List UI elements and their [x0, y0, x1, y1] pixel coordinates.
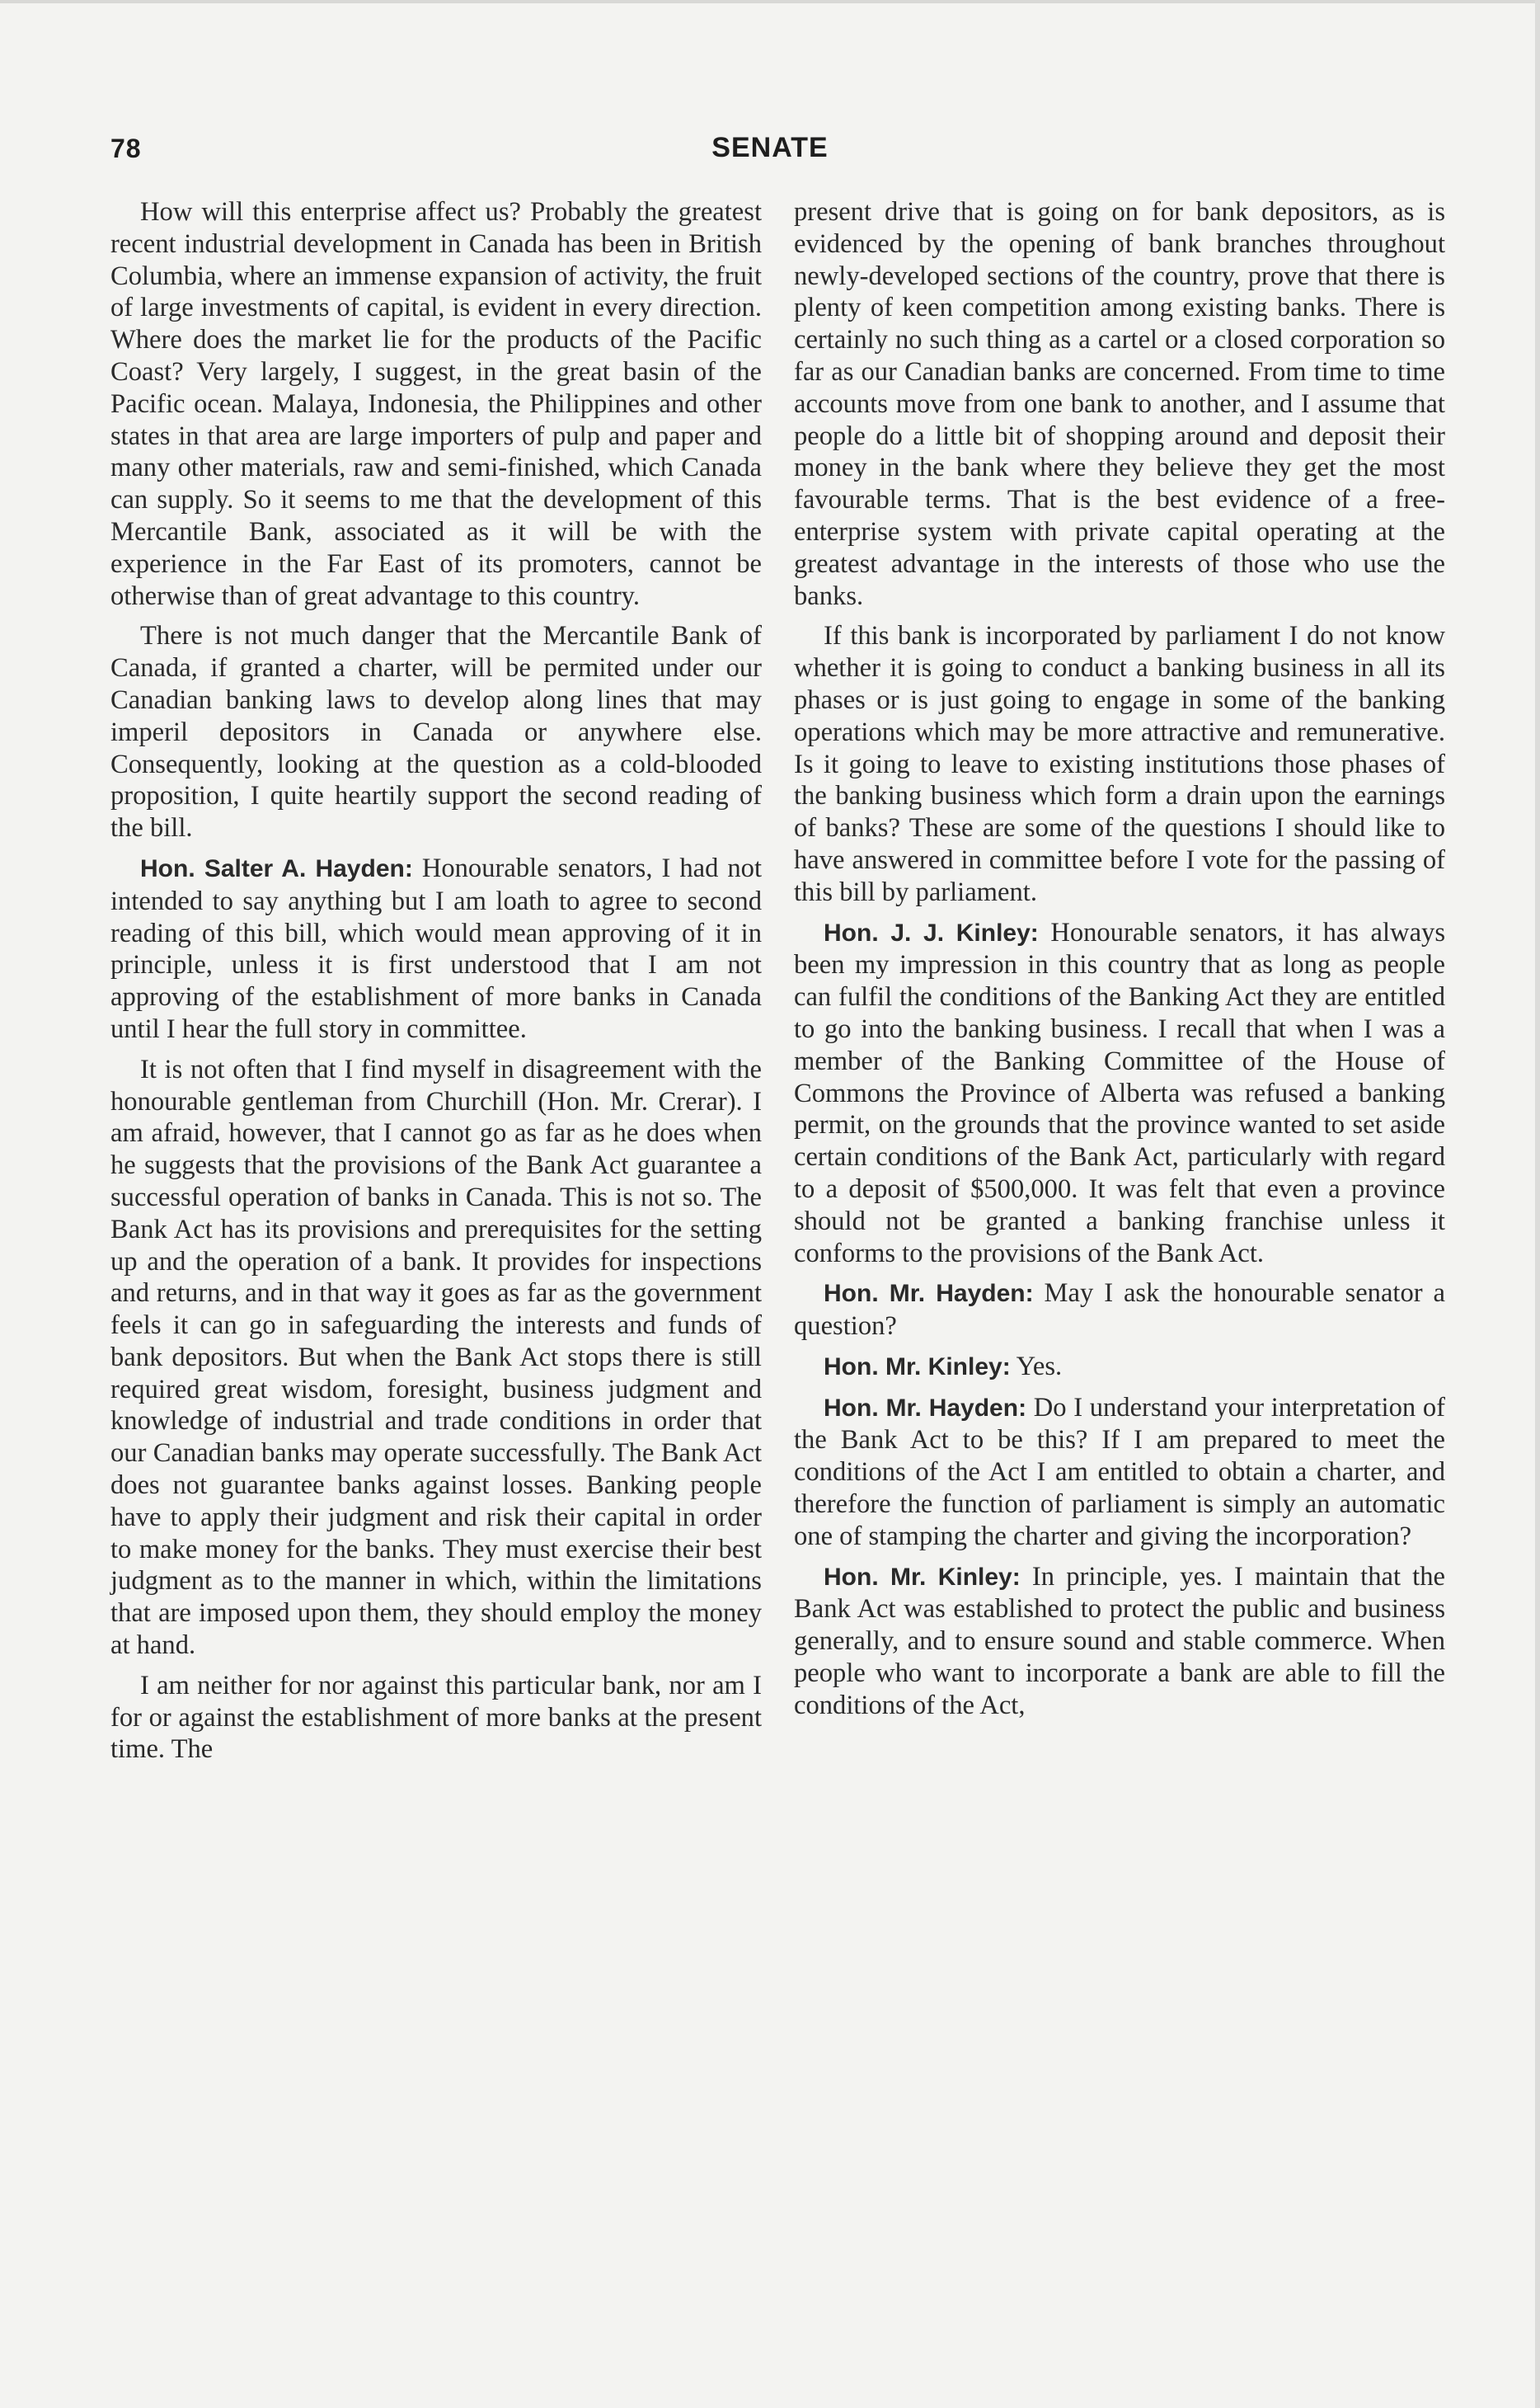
speaker-name: Hon. Mr. Hayden: [824, 1394, 1027, 1422]
speech-text: May I ask the honourable senator a question? [794, 1278, 1446, 1342]
speaker-name: Hon. J. J. Kinley: [824, 919, 1039, 947]
paragraph: There is not much danger that the Mercantile Bank of Canada, if granted a charter, will be permited under our Canadian banking laws to develop along lines that may imperil depositors in Canada or anywhere else. Consequently, looking at the question as a cold-blooded proposition, I quite heartily support the second reading of the bill. [110, 621, 762, 844]
speech-text: Honourable senators, I had not intended to say anything but I am loath to agree to second reading of this bill, which would mean approving of it in principle, unless it is first understood that I am not approving of the establishment of more banks in Canada until I hear the full story in committee. [110, 853, 762, 1044]
paragraph: If this bank is incorporated by parliament I do not know whether it is going to conduct a banking business in all its phases or is just going to engage in some of the banking operations which may be more attractive and remunerative. Is it going to leave to existing institutions those phases of the banking business which form a drain upon the earnings of banks? These are some of the questions I should like to have answered in committee before I vote for the passing of this bill by parliament. [794, 621, 1445, 907]
speech-paragraph [110, 853, 762, 1046]
speech-paragraph [794, 1392, 1445, 1553]
speech-paragraph [794, 1561, 1445, 1722]
paragraph: present drive that is going on for bank depositors, as is evidenced by the opening of bank branches throughout newly-developed sections of the country, prove that there is plenty of keen competition among existing banks. There is certainly no such thing as a cartel or a closed corporation so far as our Canadian banks are concerned. From time to time accounts move from one bank to another, and I assume that people do a little bit of shopping around and deposit their money in the bank where they believe they get the most favourable terms. That is the best evidence of a free-enterprise system with private capital operating at the greatest advantage in the interests of those who use the banks. [794, 197, 1445, 611]
page-edge-top [0, 0, 1540, 3]
speaker-name: Hon. Mr. Hayden: [824, 1280, 1034, 1308]
speech-paragraph [794, 917, 1445, 1270]
page-edge-right [1535, 0, 1540, 2408]
speech-paragraph [794, 1351, 1445, 1384]
page-number: 78 [110, 134, 142, 163]
paragraph: It is not often that I find myself in disagreement with the honourable gentleman from Churchill (Hon. Mr. Crerar). I am afraid, however, that I cannot go as far as he does when he suggests that the provisions of the Bank Act guarantee a successful operation of banks in Canada. This is not so. The Bank Act has its provisions and prerequisites for the setting up and the operation of a bank. It provides for inspections and returns, and in that way it goes as far as the government feels it can go in safeguarding the interests and funds of bank depositors. But when the Bank Act stops there is still required great wisdom, foresight, business judgment and knowledge of industrial and trade conditions in order that our Canadian banks may operate successfully. The Bank Act does not guarantee banks against losses. Banking people have to apply their judgment and risk their capital in order to make money for the banks. They must exercise their best judgment as to the manner in which, within the limitations that are imposed upon them, they should employ the money at hand. [110, 1054, 762, 1661]
speech-text: Honourable senators, it has always been my impression in this country that as long as people can fulfil the conditions of the Banking Act they are entitled to go into the banking business. I recall that when I was a member of the Banking Committee of the House of Commons the Province of Alberta was refused a banking permit, on the grounds that the province wanted to set aside certain conditions of the Bank Act, particularly with regard to a deposit of $500,000. It was felt that even a province should not be granted a banking franchise unless it conforms to the provisions of the Bank Act. [794, 917, 1446, 1268]
speech-text: In principle, yes. I maintain that the Bank Act was established to protect the public and business generally, and to ensure sound and stable commerce. When people who want to incorporate a bank are able to fill the conditions of the Act, [794, 1561, 1445, 1720]
speech-paragraph [794, 1277, 1445, 1343]
left-column [110, 196, 762, 1774]
running-head: SENATE [711, 132, 829, 163]
speaker-name: Hon. Mr. Kinley: [824, 1563, 1021, 1591]
speaker-name: Hon. Salter A. Hayden: [140, 854, 413, 882]
paragraph: How will this enterprise affect us? Probably the greatest recent industrial development in Canada has been in British Columbia, where an immense expansion of activity, the fruit of large investments of capital, is evident in every direction. Where does the market lie for the products of the Pacific Coast? Very largely, I suggest, in the great basin of the Pacific ocean. Malaya, Indonesia, the Philippines and other states in that area are large importers of pulp and paper and many other materials, raw and semi-finished, which Canada can supply. So it seems to me that the development of this Mercantile Bank, associated as it will be with the experience in the Far East of its promoters, cannot be otherwise than of great advantage to this country. [110, 197, 762, 611]
speaker-name: Hon. Mr. Kinley: [824, 1352, 1011, 1380]
right-column [794, 196, 1445, 1730]
paragraph: I am neither for nor against this particular bank, nor am I for or against the establishment of more banks at the present time. The [110, 1670, 762, 1765]
speech-text: Do I understand your interpretation of the Bank Act to be this? If I am prepared to meet the conditions of the Act I am entitled to obtain a charter, and therefore the function of parliament is simply an automatic one of stamping the charter and giving the incorporation? [794, 1392, 1445, 1551]
speech-text: Yes. [1016, 1351, 1063, 1381]
